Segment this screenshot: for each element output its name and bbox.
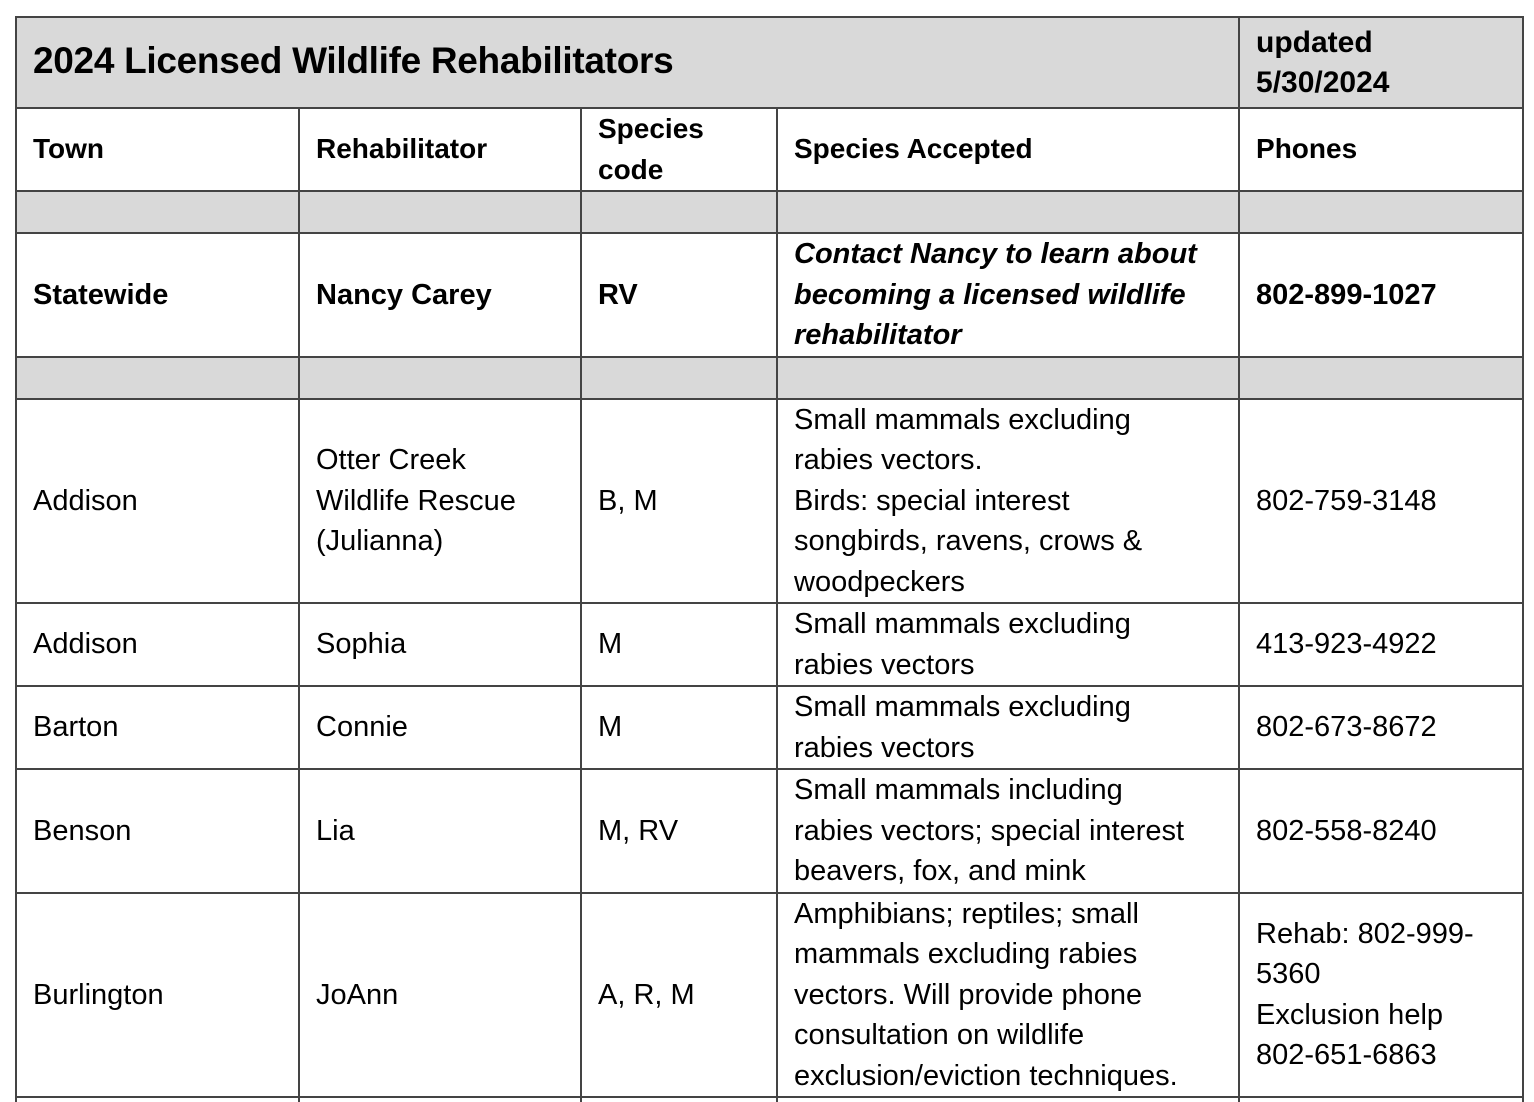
species-accepted-cell (777, 893, 1239, 1098)
town-cell: Barton (16, 686, 299, 769)
header-phones: Phones (1239, 108, 1523, 191)
species-accepted-cell (777, 1097, 1239, 1102)
rehabilitator-cell: JoAnn (299, 893, 581, 1098)
species-accepted-text: Small mammals excluding rabies vectors (794, 691, 1131, 764)
rehabilitator-cell: Connie (299, 686, 581, 769)
title-row (16, 17, 1523, 108)
table-row (16, 893, 1523, 1098)
header-species-accepted: Species Accepted (777, 108, 1239, 191)
separator-cell (16, 357, 299, 399)
species-accepted-cell (777, 769, 1239, 893)
updated-cell (1239, 17, 1523, 108)
rehabilitators-table (15, 16, 1524, 1102)
updated-date: updated 5/30/2024 (1256, 25, 1390, 99)
separator-cell (777, 357, 1239, 399)
table-row (16, 233, 1523, 357)
town-cell: Statewide (16, 233, 299, 357)
rehabilitator-cell: Lia (299, 769, 581, 893)
header-rehabilitator: Rehabilitator (299, 108, 581, 191)
phone-cell: 802-673-8672 (1239, 686, 1523, 769)
separator-cell (299, 357, 581, 399)
header-town: Town (16, 108, 299, 191)
separator-cell (16, 191, 299, 233)
header-row (16, 108, 1523, 191)
rehabilitator-cell (299, 399, 581, 604)
title-cell (16, 17, 1239, 108)
rehabilitator-text: Otter Creek Wildlife Rescue (Julianna) (316, 444, 516, 557)
species-accepted-text: Amphibians; reptiles; small mammals excluding rabies vectors. Will provide phone consultation on wildlife exclusion/eviction techniques. (794, 897, 1178, 1092)
species-code-cell: A, R, M (581, 893, 777, 1098)
town-cell: Addison (16, 399, 299, 604)
species-accepted-text: Small mammals including rabies vectors; special interest beavers, fox, and mink (794, 774, 1185, 887)
species-accepted-cell: Contact Nancy to learn about becoming a licensed wildlife rehabilitator (777, 233, 1239, 357)
document-title: 2024 Licensed Wildlife Rehabilitators (33, 39, 674, 81)
species-code-cell: M (581, 686, 777, 769)
table-row (16, 686, 1523, 769)
table-row (16, 769, 1523, 893)
species-code-cell: M (581, 603, 777, 686)
town-cell (16, 1097, 299, 1102)
town-cell: Benson (16, 769, 299, 893)
species-code-cell: RV (581, 233, 777, 357)
phone-cell: 802-759-3148 (1239, 399, 1523, 604)
phone-cell (1239, 893, 1523, 1098)
separator-row (16, 357, 1523, 399)
species-accepted-text: Small mammals excluding rabies vectors (794, 608, 1131, 681)
separator-row (16, 191, 1523, 233)
species-accepted-cell (777, 686, 1239, 769)
phone-cell (1239, 1097, 1523, 1102)
species-accepted-cell (777, 399, 1239, 604)
separator-cell (1239, 191, 1523, 233)
separator-cell (1239, 357, 1523, 399)
header-species-code (581, 108, 777, 191)
rehabilitator-cell: Sophia (299, 603, 581, 686)
separator-cell (581, 357, 777, 399)
phone-cell: 413-923-4922 (1239, 603, 1523, 686)
species-code-cell: B, M (581, 399, 777, 604)
header-species-code-text: Species code (598, 113, 704, 185)
species-accepted-text: Small mammals excluding rabies vectors. Birds: special interest songbirds, ravens, crows & woodpeckers (794, 403, 1143, 598)
species-code-cell: M, RV (581, 769, 777, 893)
separator-cell (581, 191, 777, 233)
rehabilitator-cell (299, 1097, 581, 1102)
species-code-cell (581, 1097, 777, 1102)
phone-text: Rehab: 802-999- 5360 Exclusion help 802-651-6863 (1256, 917, 1474, 1072)
table-row-partial (16, 1097, 1523, 1102)
town-cell: Burlington (16, 893, 299, 1098)
separator-cell (299, 191, 581, 233)
table-row (16, 399, 1523, 604)
town-cell: Addison (16, 603, 299, 686)
phone-cell: 802-899-1027 (1239, 233, 1523, 357)
phone-cell: 802-558-8240 (1239, 769, 1523, 893)
species-accepted-cell (777, 603, 1239, 686)
separator-cell (777, 191, 1239, 233)
rehabilitator-cell: Nancy Carey (299, 233, 581, 357)
table-row (16, 603, 1523, 686)
